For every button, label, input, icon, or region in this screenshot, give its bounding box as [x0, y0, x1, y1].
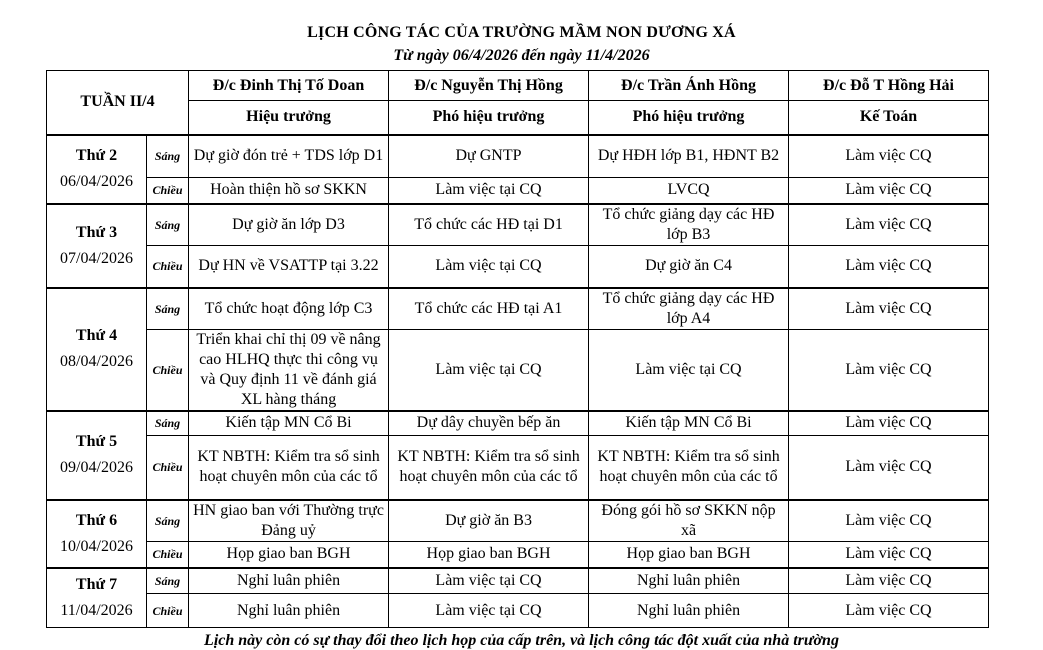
schedule-cell: Tổ chức hoạt động lớp C3: [189, 288, 389, 330]
day-name: Thứ 7: [75, 575, 118, 593]
session-label: Chiều: [147, 246, 189, 288]
schedule-cell: Làm việc tại CQ: [389, 329, 589, 411]
schedule-cell: Làm việc CQ: [789, 436, 989, 500]
schedule-cell: Làm việc tại CQ: [589, 329, 789, 411]
schedule-cell: Nghỉ luân phiên: [189, 568, 389, 594]
day-name: Thứ 3: [75, 223, 118, 241]
schedule-cell: KT NBTH: Kiểm tra sổ sinh hoạt chuyên môn của các tổ: [389, 436, 589, 500]
day-date: 08/04/2026: [60, 353, 133, 370]
staff-role: Phó hiệu trưởng: [389, 101, 589, 135]
day-name: Thứ 5: [75, 433, 118, 450]
day-name: Thứ 6: [75, 511, 118, 529]
staff-name: Đ/c Trần Ánh Hồng: [589, 71, 789, 101]
day-cell: [47, 135, 147, 204]
schedule-cell: Dự GNTP: [389, 135, 589, 178]
day-date: 10/04/2026: [60, 537, 133, 555]
date-range: Từ ngày 06/4/2026 đến ngày 11/4/2026: [393, 47, 650, 64]
schedule-cell: Kiến tập MN Cổ Bi: [189, 411, 389, 436]
schedule-cell: Hoàn thiện hồ sơ SKKN: [189, 178, 389, 204]
schedule-cell: Họp giao ban BGH: [589, 542, 789, 568]
session-label: Sáng: [147, 288, 189, 330]
schedule-cell: Làm việc CQ: [789, 500, 989, 542]
table-row: [47, 204, 989, 246]
day-date: 11/04/2026: [60, 601, 133, 619]
schedule-table: [46, 70, 989, 628]
schedule-cell: Làm việc CQ: [789, 178, 989, 204]
schedule-cell: Làm việc CQ: [789, 246, 989, 288]
schedule-cell: Dự giờ đón trẻ + TDS lớp D1: [189, 135, 389, 178]
table-row: [47, 542, 989, 568]
day-cell: [47, 411, 147, 500]
session-label: Sáng: [147, 568, 189, 594]
schedule-cell: Tổ chức các HĐ tại A1: [389, 288, 589, 330]
schedule-cell: Làm việc CQ: [789, 288, 989, 330]
schedule-cell: Làm việc tại CQ: [389, 246, 589, 288]
schedule-cell: Dự HN về VSATTP tại 3.22: [189, 246, 389, 288]
schedule-cell: Dự giờ ăn B3: [389, 500, 589, 542]
schedule-cell: Nghỉ luân phiên: [189, 594, 389, 628]
page-title: LỊCH CÔNG TÁC CỦA TRƯỜNG MẦM NON DƯƠNG XÁ: [307, 24, 736, 41]
table-row: [47, 135, 989, 178]
schedule-cell: Làm việc tại CQ: [389, 594, 589, 628]
schedule-cell: Làm việc tại CQ: [389, 178, 589, 204]
table-row: [47, 568, 989, 594]
day-cell: [47, 568, 147, 628]
staff-name: Đ/c Đinh Thị Tố Doan: [189, 71, 389, 101]
schedule-cell: KT NBTH: Kiểm tra sổ sinh hoạt chuyên môn của các tổ: [189, 436, 389, 500]
table-row: [47, 246, 989, 288]
schedule-cell: Làm việc tại CQ: [389, 568, 589, 594]
schedule-cell: Dự HĐH lớp B1, HĐNT B2: [589, 135, 789, 178]
table-row: [47, 436, 989, 500]
schedule-cell: Họp giao ban BGH: [189, 542, 389, 568]
staff-role: Kế Toán: [789, 101, 989, 135]
session-label: Sáng: [147, 204, 189, 246]
session-label: Chiều: [147, 329, 189, 411]
schedule-cell: HN giao ban với Thường trực Đảng uỷ: [189, 500, 389, 542]
staff-role: Hiệu trưởng: [189, 101, 389, 135]
week-label: TUẦN II/4: [47, 71, 189, 135]
day-name: Thứ 2: [75, 147, 118, 164]
schedule-cell: Họp giao ban BGH: [389, 542, 589, 568]
schedule-cell: Làm việc CQ: [789, 204, 989, 246]
footer-note: Lịch này còn có sự thay đổi theo lịch họp của cấp trên, và lịch công tác đột xuất của nhà trường: [204, 632, 839, 649]
day-name: Thứ 4: [75, 327, 118, 344]
schedule-cell: Làm việc CQ: [789, 568, 989, 594]
schedule-cell: Dự dây chuyền bếp ăn: [389, 411, 589, 436]
table-row: [47, 288, 989, 330]
schedule-cell: KT NBTH: Kiểm tra sổ sinh hoạt chuyên môn của các tổ: [589, 436, 789, 500]
session-label: Chiều: [147, 436, 189, 500]
session-label: Sáng: [147, 135, 189, 178]
schedule-cell: Tổ chức giảng dạy các HĐ lớp B3: [589, 204, 789, 246]
schedule-cell: Tổ chức các HĐ tại D1: [389, 204, 589, 246]
session-label: Chiều: [147, 178, 189, 204]
session-label: Sáng: [147, 411, 189, 436]
schedule-cell: LVCQ: [589, 178, 789, 204]
table-row: [47, 500, 989, 542]
table-row: [47, 178, 989, 204]
staff-name: Đ/c Nguyễn Thị Hồng: [389, 71, 589, 101]
schedule-cell: Nghỉ luân phiên: [589, 594, 789, 628]
schedule-cell: Dự giờ ăn C4: [589, 246, 789, 288]
session-label: Chiều: [147, 594, 189, 628]
day-date: 06/04/2026: [60, 173, 133, 190]
day-cell: [47, 204, 147, 288]
day-date: 07/04/2026: [60, 249, 133, 267]
schedule-cell: Làm việc CQ: [789, 135, 989, 178]
table-row: [47, 411, 989, 436]
session-label: Chiều: [147, 542, 189, 568]
schedule-cell: Làm việc CQ: [789, 542, 989, 568]
table-row: [47, 594, 989, 628]
schedule-cell: Làm việc CQ: [789, 329, 989, 411]
schedule-cell: Triển khai chỉ thị 09 về nâng cao HLHQ thực thi công vụ và Quy định 11 về đánh giá XL hàng tháng: [189, 329, 389, 411]
schedule-cell: Nghỉ luân phiên: [589, 568, 789, 594]
day-cell: [47, 500, 147, 568]
schedule-cell: Làm việc CQ: [789, 594, 989, 628]
schedule-cell: Tổ chức giảng dạy các HĐ lớp A4: [589, 288, 789, 330]
table-row: [47, 329, 989, 411]
schedule-cell: Kiến tập MN Cổ Bi: [589, 411, 789, 436]
day-cell: [47, 288, 147, 411]
staff-name: Đ/c Đỗ T Hồng Hải: [789, 71, 989, 101]
staff-role: Phó hiệu trưởng: [589, 101, 789, 135]
schedule-cell: Làm việc CQ: [789, 411, 989, 436]
session-label: Sáng: [147, 500, 189, 542]
schedule-cell: Đóng gói hồ sơ SKKN nộp xã: [589, 500, 789, 542]
day-date: 09/04/2026: [60, 459, 133, 476]
schedule-cell: Dự giờ ăn lớp D3: [189, 204, 389, 246]
